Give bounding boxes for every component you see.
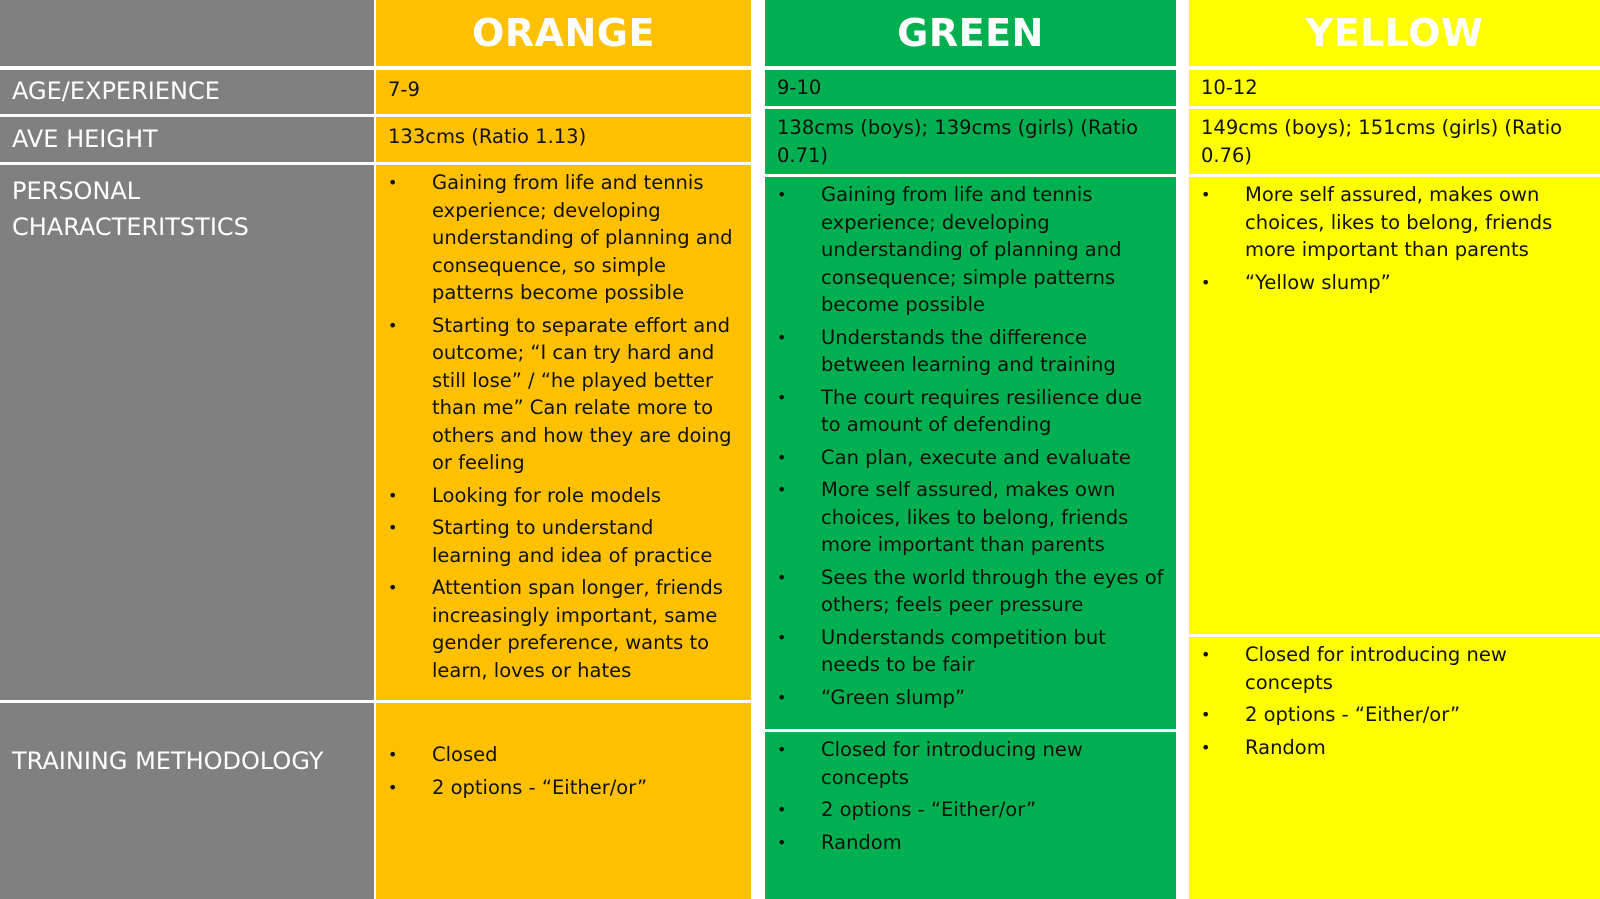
list-item: • Starting to understand learning and idea of practice (388, 514, 739, 569)
row-label-personal: PERSONAL CHARACTERITSTICS (0, 165, 374, 700)
orange-training-list (388, 741, 739, 801)
list-item: • The court requires resilience due to amount of defending (777, 384, 1164, 439)
list-item: • Starting to separate effort and outcome; “I can try hard and still lose” / “he played better than me” Can relate more to others and how they are doing or feeling (388, 312, 739, 477)
list-item: • Understands competition but needs to be fair (777, 624, 1164, 679)
list-item: • 2 options - “Either/or” (777, 796, 1164, 824)
green-personal-list (777, 181, 1164, 711)
header-blank-cell (0, 0, 374, 66)
list-item: • 2 options - “Either/or” (1201, 701, 1588, 729)
list-item: • More self assured, makes own choices, likes to belong, friends more important than parents (1201, 181, 1588, 264)
list-item: • Attention span longer, friends increasingly important, same gender preference, wants to learn, loves or hates (388, 574, 739, 684)
yellow-personal-cell (1189, 177, 1600, 634)
yellow-height-cell: 149cms (boys); 151cms (girls) (Ratio 0.76) (1189, 109, 1600, 174)
list-item: • Understands the difference between learning and training (777, 324, 1164, 379)
list-item: • “Yellow slump” (1201, 269, 1588, 297)
yellow-age-cell: 10-12 (1189, 70, 1600, 106)
list-item: • Gaining from life and tennis experience; developing understanding of planning and consequence, so simple patterns become possible (388, 169, 739, 307)
yellow-training-cell (1189, 637, 1600, 899)
orange-age-cell: 7-9 (376, 70, 751, 114)
list-item: • Looking for role models (388, 482, 739, 510)
list-item: • Closed for introducing new concepts (1201, 641, 1588, 696)
green-column-header: GREEN (765, 0, 1176, 66)
row-label-training: TRAINING METHODOLOGY (0, 703, 374, 899)
list-item: • Closed for introducing new concepts (777, 736, 1164, 791)
green-training-cell (765, 732, 1176, 899)
yellow-training-list (1201, 641, 1588, 761)
list-item: • 2 options - “Either/or” (388, 774, 739, 802)
list-item: • Closed (388, 741, 739, 769)
orange-personal-list (388, 169, 739, 684)
row-label-age: AGE/EXPERIENCE (0, 70, 374, 114)
orange-column-header: ORANGE (376, 0, 751, 66)
list-item: • Random (777, 829, 1164, 857)
orange-personal-cell (376, 165, 751, 700)
row-label-height: AVE HEIGHT (0, 117, 374, 162)
yellow-column-header: YELLOW (1189, 0, 1600, 66)
list-item: • Random (1201, 734, 1588, 762)
green-height-cell: 138cms (boys); 139cms (girls) (Ratio 0.71) (765, 109, 1176, 174)
list-item: • “Green slump” (777, 684, 1164, 712)
orange-height-cell: 133cms (Ratio 1.13) (376, 117, 751, 162)
list-item: • Sees the world through the eyes of others; feels peer pressure (777, 564, 1164, 619)
green-age-cell: 9-10 (765, 70, 1176, 106)
green-personal-cell (765, 177, 1176, 729)
orange-training-cell (376, 703, 751, 899)
list-item: • Gaining from life and tennis experience; developing understanding of planning and consequence; simple patterns become possible (777, 181, 1164, 319)
green-training-list (777, 736, 1164, 856)
yellow-personal-list (1201, 181, 1588, 296)
list-item: • More self assured, makes own choices, likes to belong, friends more important than parents (777, 476, 1164, 559)
list-item: • Can plan, execute and evaluate (777, 444, 1164, 472)
